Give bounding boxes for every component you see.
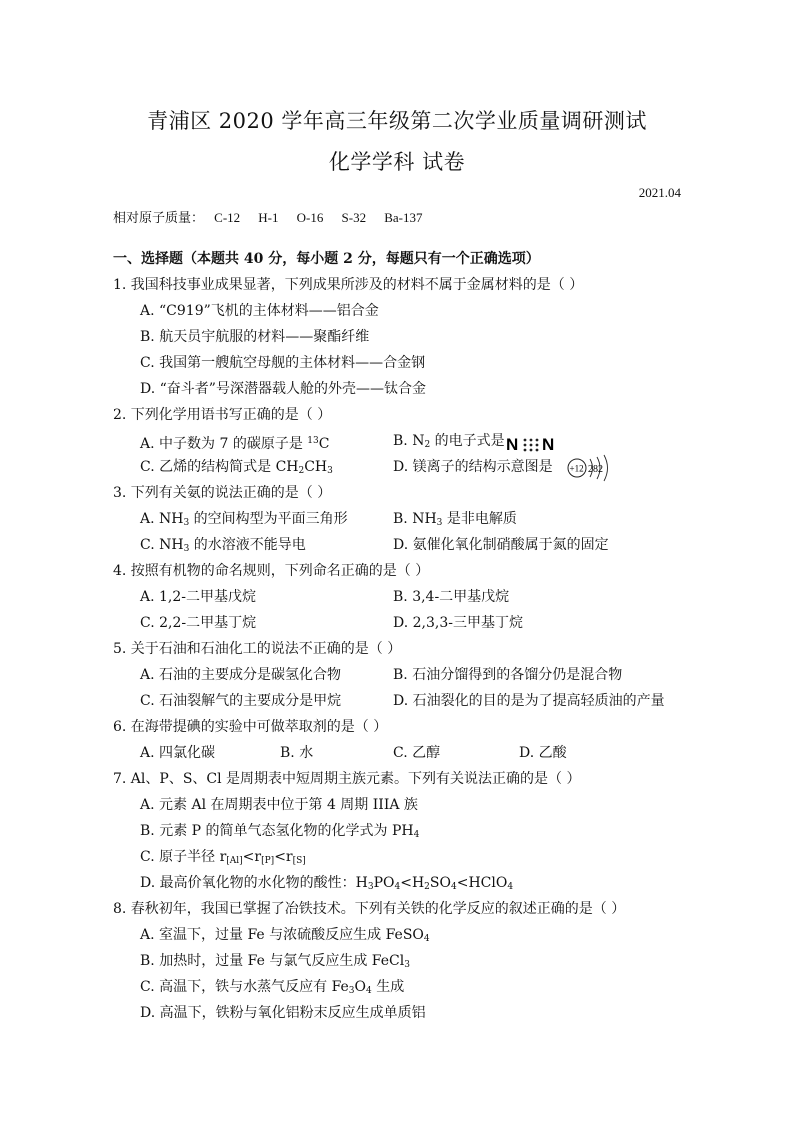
q1-option-c: C. 我国第一艘航空母舰的主体材料——合金钢 (140, 355, 426, 371)
mass-s: S-32 (341, 210, 367, 225)
q5-option-c: C. 石油裂解气的主要成分是甲烷 (140, 693, 342, 709)
q5-option-d: D. 石油裂化的目的是为了提高轻质油的产量 (393, 693, 665, 709)
q3-option-c: C. $NH_3$ 的水溶液不能导电 (140, 537, 306, 554)
q5-option-a: A. 石油的主要成分是碳氢化合物 (140, 667, 342, 683)
mass-ba: Ba-137 (384, 210, 423, 225)
q1-option-a: A. “C919”飞机的主体材料——铝合金 (140, 303, 379, 319)
question-8-stem: 8. 春秋初年，我国已掌握了冶铁技术。下列有关铁的化学反应的叙述正确的是（ ） (113, 901, 626, 917)
ion-nucleus-charge: +12 (569, 463, 584, 474)
q5-option-b: B. 石油分馏得到的各馏分仍是混合物 (393, 667, 623, 683)
q6-option-b: B. 水 (280, 745, 314, 761)
q6-option-a: A. 四氯化碳 (140, 745, 216, 761)
question-2-stem: 2. 下列化学用语书写正确的是（ ） (113, 407, 332, 423)
q8-option-c: C. 高温下，铁与水蒸气反应有 $Fe_3O_4$ 生成 (140, 979, 405, 996)
q7-option-c: C. 原子半径 $r_{[Al]}<r_{[P]}<r_{[S]}$ (140, 849, 306, 866)
q7-option-a: A. 元素 Al 在周期表中位于第 4 周期 IIIA 族 (140, 797, 418, 813)
q1-option-b: B. 航天员宇航服的材料——聚酯纤维 (140, 329, 370, 345)
mass-h: H-1 (258, 210, 279, 225)
exam-date: 2021.04 (638, 185, 681, 200)
q2-option-b: B. $N_2$ 的电子式是 (393, 433, 505, 450)
q7-option-d: D. 最高价氧化物的水化物的酸性：$H_3PO_4<H_2SO_4<HClO_4$ (140, 875, 514, 892)
q8-option-d: D. 高温下，铁粉与氧化铝粉末反应生成单质铝 (140, 1005, 426, 1021)
ion-shell-electrons: 282 (588, 464, 603, 475)
question-5-stem: 5. 关于石油和石油化工的说法不正确的是（ ） (113, 641, 402, 657)
exam-subtitle: 化学学科 试卷 (328, 150, 466, 174)
atomic-masses (113, 207, 437, 226)
question-3-stem: 3. 下列有关氨的说法正确的是（ ） (113, 485, 332, 501)
q3-option-a: A. $NH_3$ 的空间构型为平面三角形 (140, 511, 348, 528)
q7-option-b: B. 元素 P 的简单气态氢化物的化学式为 $PH_4$ (140, 823, 420, 840)
q4-option-b: B. 3,4-二甲基戊烷 (393, 589, 510, 605)
q4-option-d: D. 2,3,3-三甲基丁烷 (393, 615, 523, 631)
q6-option-c: C. 乙醇 (393, 745, 441, 761)
q8-option-a: A. 室温下，过量 Fe 与浓硫酸反应生成 FeSO$_4$ (140, 927, 430, 944)
q3-option-b: B. $NH_3$ 是非电解质 (393, 511, 517, 528)
section-title: 一、选择题（本题共 40 分，每小题 2 分，每题只有一个正确选项） (113, 251, 540, 267)
q2-option-c: C. 乙烯的结构简式是 $CH_2CH_3$ (140, 459, 333, 476)
q6-option-d: D. 乙酸 (519, 745, 567, 761)
n2-electron-formula-diagram (505, 434, 559, 454)
question-1-stem: 1. 我国科技事业成果显著，下列成果所涉及的材料不属于金属材料的是（ ） (113, 277, 584, 293)
mg-ion-structure-diagram (564, 454, 616, 484)
q4-option-c: C. 2,2-二甲基丁烷 (140, 615, 257, 631)
question-6-stem: 6. 在海带提碘的实验中可做萃取剂的是（ ） (113, 719, 388, 735)
q8-option-b: B. 加热时，过量 Fe 与氯气反应生成 FeCl$_3$ (140, 953, 410, 970)
question-4-stem: 4. 按照有机物的命名规则，下列命名正确的是（ ） (113, 563, 430, 579)
lewis-n-left: N (506, 435, 519, 454)
mass-o: O-16 (296, 210, 324, 225)
lewis-n-right: N (542, 435, 555, 454)
q2-option-d: D. 镁离子的结构示意图是 (393, 459, 553, 475)
exam-title: 青浦区 2020 学年高三年级第二次学业质量调研测试 (147, 109, 647, 133)
q4-option-a: A. 1,2-二甲基戊烷 (140, 589, 257, 605)
q3-option-d: D. 氨催化氧化制硝酸属于氮的固定 (393, 537, 609, 553)
atomic-masses-label: 相对原子质量： (113, 211, 205, 226)
mass-c: C-12 (214, 210, 241, 225)
q2-option-a: A. 中子数为 7 的碳原子是 $^{13}$C (140, 436, 330, 452)
q1-option-d: D. “奋斗者”号深潜器载人舱的外壳——钛合金 (140, 381, 426, 397)
question-7-stem: 7. Al、P、S、Cl 是周期表中短周期主族元素。下列有关说法正确的是（ ） (113, 771, 581, 787)
lewis-electron-dots (524, 439, 539, 452)
